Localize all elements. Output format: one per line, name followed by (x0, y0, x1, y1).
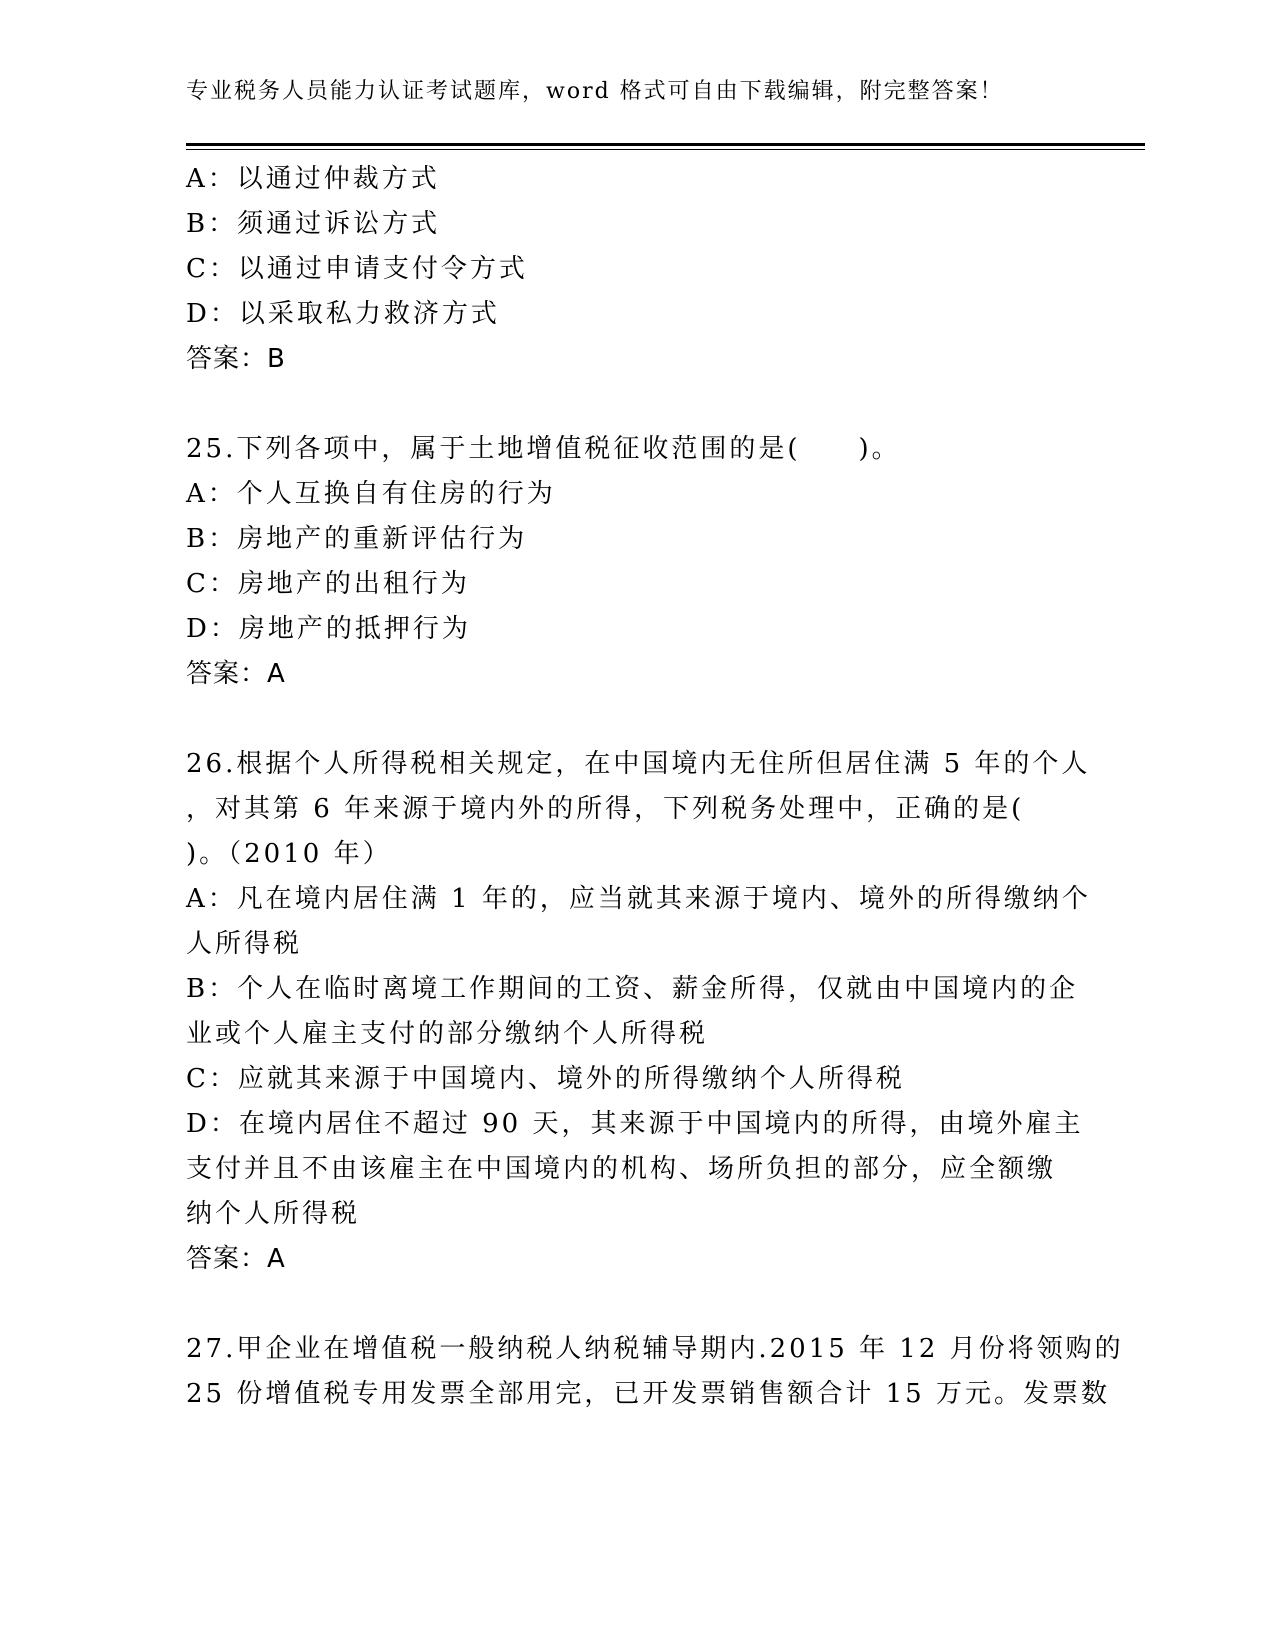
option-line: B：个人在临时离境工作期间的工资、薪金所得，仅就由中国境内的企 (186, 974, 1079, 1004)
question-line: 25 份增值税专用发票全部用完，已开发票销售额合计 15 万元。发票数 (186, 1379, 1110, 1409)
option-line: B：须通过诉讼方式 (186, 209, 441, 239)
option-line: D：房地产的抵押行为 (186, 614, 471, 644)
answer-line: 答案：A (186, 1244, 286, 1274)
option-line: 业或个人雇主支付的部分缴纳个人所得税 (186, 1019, 709, 1049)
question-block (186, 427, 1086, 697)
option-line: A：凡在境内居住满 1 年的，应当就其来源于境内、境外的所得缴纳个 (186, 884, 1091, 914)
option-line: C：房地产的出租行为 (186, 569, 470, 599)
answer-line: 答案：A (186, 659, 286, 689)
question-block (186, 157, 1086, 382)
spacer (186, 697, 1086, 742)
question-line: 27.甲企业在增值税一般纳税人纳税辅导期内.2015 年 12 月份将领购的 (186, 1334, 1124, 1364)
question-line: 26.根据个人所得税相关规定，在中国境内无住所但居住满 5 年的个人 (186, 749, 1091, 779)
spacer (186, 382, 1086, 427)
option-line: D：以采取私力救济方式 (186, 299, 500, 329)
question-line: ，对其第 6 年来源于境内外的所得，下列税务处理中，正确的是( (186, 794, 1025, 824)
option-line: 支付并且不由该雇主在中国境内的机构、场所负担的部分，应全额缴 (186, 1154, 1057, 1184)
option-line: 纳个人所得税 (186, 1199, 361, 1229)
option-line: A：个人互换自有住房的行为 (186, 479, 556, 509)
question-line: 25.下列各项中，属于土地增值税征收范围的是( )。 (186, 434, 901, 464)
header-rule-thin (186, 149, 1145, 150)
document-body (186, 157, 1124, 1417)
header-rule-thick (186, 143, 1145, 146)
answer-line: 答案：B (186, 344, 286, 374)
question-block (186, 742, 1091, 1282)
spacer (186, 1282, 1086, 1327)
option-line: B：房地产的重新评估行为 (186, 524, 528, 554)
option-line: 人所得税 (186, 929, 303, 959)
option-line: C：以通过申请支付令方式 (186, 254, 528, 284)
option-line: D：在境内居住不超过 90 天，其来源于中国境内的所得，由境外雇主 (186, 1109, 1084, 1139)
question-line: )。（2010 年） (186, 839, 392, 869)
option-line: A：以通过仲裁方式 (186, 164, 440, 194)
question-block (186, 1327, 1124, 1417)
page-header: 专业税务人员能力认证考试题库，word 格式可自由下载编辑，附完整答案！ (186, 79, 1004, 104)
option-line: C：应就其来源于中国境内、境外的所得缴纳个人所得税 (186, 1064, 905, 1094)
